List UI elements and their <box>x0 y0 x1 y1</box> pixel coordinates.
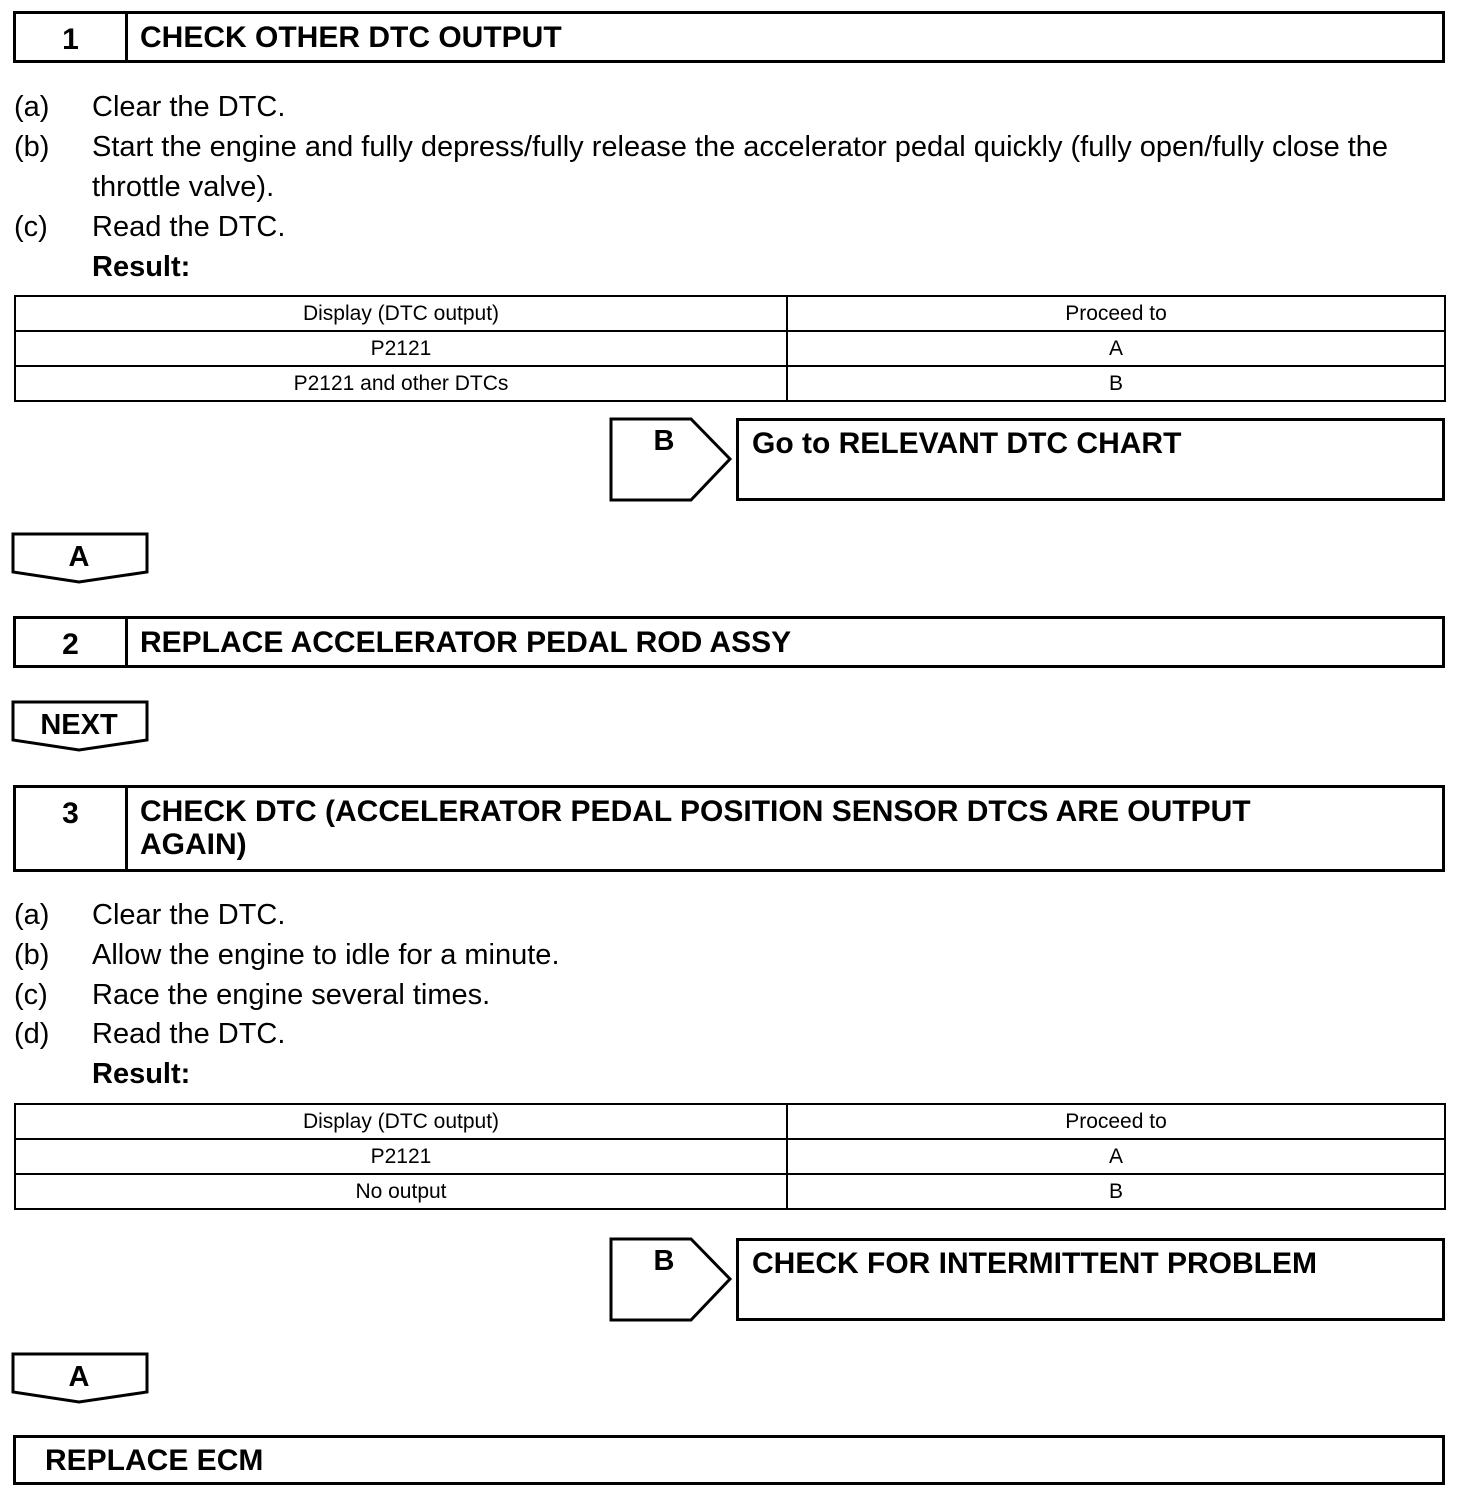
branch-label: A <box>68 541 90 573</box>
instruction-label: (a) <box>14 899 50 931</box>
table-cell: A <box>787 331 1445 366</box>
instruction-label: (d) <box>14 1018 50 1050</box>
instruction-text: Read the DTC. <box>92 211 286 243</box>
step-title: REPLACE ACCELERATOR PEDAL ROD ASSY <box>140 626 792 659</box>
table-cell: P2121 and other DTCs <box>15 366 787 401</box>
branch-a-tab <box>11 1352 151 1404</box>
step-title-line: AGAIN) <box>140 828 247 861</box>
instruction-line <box>14 207 285 247</box>
branch-label: B <box>653 425 675 457</box>
final-action-box: REPLACE ECM <box>13 1435 1445 1485</box>
step-1-header <box>13 11 1445 63</box>
instruction-line <box>14 895 285 935</box>
table-header-row <box>15 1104 1445 1139</box>
table-cell: P2121 <box>15 331 787 366</box>
instruction-text: Read the DTC. <box>92 1018 286 1050</box>
instruction-text: Clear the DTC. <box>92 91 286 123</box>
table-row <box>15 331 1445 366</box>
instruction-text: Start the engine and fully depress/fully release the accelerator pedal quickly (fully open/fully close the <box>92 131 1389 163</box>
table-header-cell: Display (DTC output) <box>15 296 787 331</box>
table-cell: B <box>787 1174 1445 1209</box>
step-3-header <box>13 785 1445 872</box>
table-row <box>15 1174 1445 1209</box>
instruction-label: (c) <box>14 979 48 1011</box>
instruction-line <box>14 127 1388 167</box>
table-header-cell: Proceed to <box>787 1104 1445 1139</box>
step-number: 3 <box>16 788 128 869</box>
branch-b-arrow <box>609 417 733 502</box>
instruction-line <box>14 87 285 127</box>
step-title <box>128 788 1442 869</box>
branch-a-tab <box>11 532 151 584</box>
table-cell: B <box>787 366 1445 401</box>
branch-label: A <box>68 1361 90 1393</box>
branch-label: B <box>653 1245 675 1277</box>
result-table <box>14 295 1446 402</box>
instruction-label: (c) <box>14 211 48 243</box>
instruction-continuation: throttle valve). <box>92 171 275 203</box>
branch-destination: CHECK FOR INTERMITTENT PROBLEM <box>736 1238 1445 1321</box>
step-number: 2 <box>16 619 128 665</box>
table-cell: No output <box>15 1174 787 1209</box>
instruction-line <box>14 1014 285 1054</box>
table-row <box>15 1139 1445 1174</box>
result-table <box>14 1103 1446 1210</box>
table-cell: A <box>787 1139 1445 1174</box>
next-tab <box>11 700 151 752</box>
step-title: CHECK OTHER DTC OUTPUT <box>140 21 562 54</box>
table-header-cell: Display (DTC output) <box>15 1104 787 1139</box>
branch-b-arrow <box>609 1237 733 1322</box>
step-title-line: CHECK DTC (ACCELERATOR PEDAL POSITION SENSOR DTCS ARE OUTPUT <box>140 795 1251 828</box>
table-header-row <box>15 296 1445 331</box>
result-label: Result: <box>92 1058 191 1090</box>
branch-destination: Go to RELEVANT DTC CHART <box>736 418 1445 501</box>
instruction-line <box>14 975 490 1015</box>
step-2-header <box>13 616 1445 668</box>
table-row <box>15 366 1445 401</box>
table-cell: P2121 <box>15 1139 787 1174</box>
result-label: Result: <box>92 251 191 283</box>
instruction-label: (b) <box>14 131 50 163</box>
table-header-cell: Proceed to <box>787 296 1445 331</box>
instruction-label: (a) <box>14 91 50 123</box>
next-label: NEXT <box>40 709 118 741</box>
instruction-text: Allow the engine to idle for a minute. <box>92 939 560 971</box>
instruction-line <box>14 935 560 975</box>
instruction-text: Clear the DTC. <box>92 899 286 931</box>
instruction-text: Race the engine several times. <box>92 979 491 1011</box>
step-number: 1 <box>16 14 128 60</box>
instruction-label: (b) <box>14 939 50 971</box>
